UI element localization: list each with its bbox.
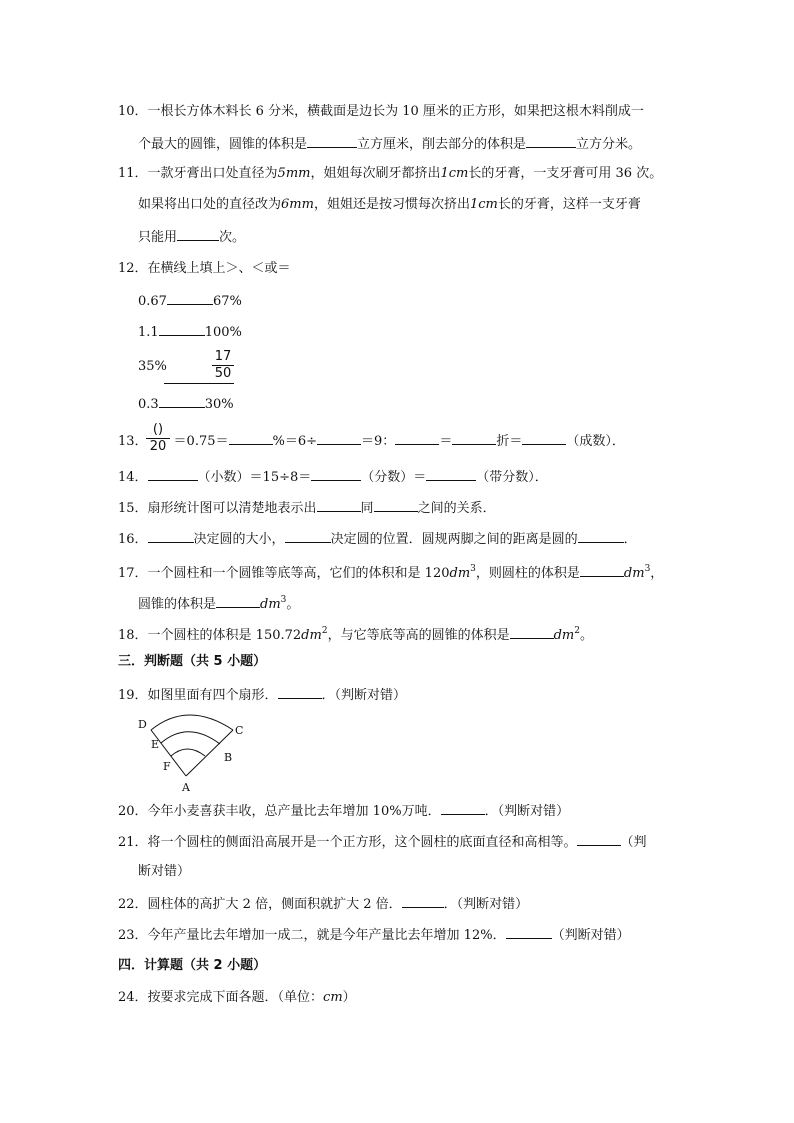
q12-row2 [138, 321, 242, 343]
q11-text-f: 长的牙膏，这样一支牙膏 [497, 197, 641, 212]
q14-text-b: （小数）＝15÷8＝ [197, 470, 312, 485]
q13-number: 13． [118, 434, 148, 449]
unit-dm: dm [260, 597, 281, 612]
answer-blank[interactable] [526, 133, 576, 148]
q10-text: 10．一根长方体木料长 6 分米，横截面是边长为 10 厘米的正方形，如果把这根木料削成一 [118, 104, 644, 119]
q15-line [118, 497, 496, 519]
q17-text-c: ， [650, 566, 664, 581]
q17-line2 [138, 590, 299, 615]
answer-blank[interactable] [164, 383, 234, 384]
fraction-numerator: 17 [214, 349, 232, 364]
q11-line2 [138, 195, 641, 215]
q11-line3 [138, 226, 245, 248]
unit-exponent: 3 [280, 595, 287, 605]
q17-text-e: 。 [286, 597, 300, 612]
fraction-numerator[interactable]: () [152, 422, 164, 437]
answer-blank[interactable] [278, 684, 322, 699]
q17-text-d: 圆锥的体积是 [138, 597, 217, 612]
unit-dm: dm [553, 628, 575, 643]
q20-text-b: ．（判断对错） [484, 804, 570, 819]
q10-line1 [118, 102, 644, 122]
section-heading-calculation [118, 956, 266, 976]
q10-text-c: 立方分米。 [576, 137, 642, 152]
q13-line [118, 430, 625, 452]
answer-blank[interactable] [177, 226, 219, 241]
q14-number: 14． [118, 470, 148, 485]
q23-line [118, 924, 630, 946]
answer-blank[interactable] [148, 466, 198, 481]
q10-text-b: 立方厘米，削去部分的体积是 [357, 137, 527, 152]
answer-blank[interactable] [307, 133, 357, 148]
unit-dm: dm [623, 566, 645, 581]
q19-text-a: 19．如图里面有四个扇形． [118, 688, 278, 703]
answer-blank[interactable] [148, 528, 194, 543]
arc-middle [161, 732, 220, 744]
q12-left: 0.67 [138, 294, 167, 309]
point-label-a: A [182, 781, 190, 794]
answer-blank[interactable] [522, 430, 566, 445]
q13-text-c: ＝9： [361, 434, 396, 449]
unit-exponent: 2 [574, 626, 580, 636]
q13-text-f: （成数）． [566, 434, 625, 449]
answer-blank[interactable] [580, 562, 624, 577]
q18-line [118, 621, 593, 646]
point-label-d: D [138, 718, 147, 731]
point-label-f: F [163, 760, 171, 773]
unit-cm: cm [323, 990, 343, 1005]
q21-line2 [138, 862, 190, 882]
q18-text-c: 。 [579, 628, 593, 643]
answer-blank[interactable] [317, 430, 361, 445]
q16-line [118, 528, 637, 550]
q12-right: 30% [204, 397, 234, 412]
fraction-blank-20 [146, 422, 170, 455]
q21-line1 [118, 831, 647, 853]
point-label-e: E [151, 738, 160, 751]
fraction-denominator: 20 [149, 439, 167, 454]
q12-title [118, 259, 291, 279]
unit-exponent: 2 [321, 626, 328, 636]
q15-text-a: 15．扇形统计图可以清楚地表示出 [118, 501, 317, 516]
q18-text-a: 18．一个圆柱的体积是 150.72 [118, 628, 302, 643]
answer-blank[interactable] [402, 893, 444, 908]
q20-line [118, 800, 569, 822]
q16-text-b: 决定圆的大小， [193, 532, 285, 547]
q21-text-a: 21．将一个圆柱的侧面沿高展开是一个正方形，这个圆柱的底面直径和高相等。 [118, 835, 577, 850]
fraction-17-50 [212, 349, 234, 382]
sector-diagram [132, 710, 252, 796]
unit-mm: 6mm [281, 197, 314, 212]
q22-line [118, 893, 528, 915]
q11-text-d: 如果将出口处的直径改为 [138, 197, 282, 212]
answer-blank[interactable] [441, 800, 485, 815]
unit-exponent: 3 [644, 564, 651, 574]
answer-blank[interactable] [229, 430, 273, 445]
q11-text-e: ，姐姐还是按习惯每次挤出 [313, 197, 470, 212]
q24-line [118, 988, 356, 1008]
answer-blank[interactable] [577, 831, 621, 846]
q12-left: 1.1 [138, 325, 159, 340]
q16-text-c: 决定圆的位置．圆规两脚之间的距离是圆的 [330, 532, 578, 547]
q24-text-b: ） [342, 990, 356, 1005]
q23-text-b: （判断对错） [551, 928, 630, 943]
answer-blank[interactable] [216, 593, 260, 608]
q12-row1 [138, 290, 242, 312]
q19-line [118, 684, 406, 706]
q20-text-a: 20．今年小麦喜获丰收，总产量比去年增加 10%万吨． [118, 804, 441, 819]
answer-blank[interactable] [395, 430, 439, 445]
answer-blank[interactable] [159, 393, 205, 408]
answer-blank[interactable] [311, 466, 361, 481]
answer-blank[interactable] [285, 528, 331, 543]
q12-left: 35% [138, 359, 167, 374]
q10-line2 [138, 133, 641, 155]
q12-left: 0.3 [138, 397, 159, 412]
answer-blank[interactable] [506, 924, 552, 939]
q14-text-c: （分数）＝ [361, 470, 427, 485]
q11-text-h: 次。 [219, 230, 246, 245]
q11-text-c: 长的牙膏，一支牙膏可用 36 次。 [468, 166, 663, 181]
q12-right: 67% [212, 294, 242, 309]
point-label-c: C [235, 724, 244, 737]
q14-line [118, 466, 548, 488]
q17-text-b: ，则圆柱的体积是 [475, 566, 580, 581]
q16-number: 16． [118, 532, 148, 547]
q11-line1 [118, 164, 662, 184]
q13-text-a: ＝0.75＝ [173, 434, 229, 449]
q24-text-a: 24．按要求完成下面各题．（单位： [118, 990, 324, 1005]
q11-text-g: 只能用 [138, 230, 178, 245]
q22-text-b: ．（判断对错） [443, 897, 529, 912]
q21-text-b: （判 [620, 835, 647, 850]
q22-text-a: 22．圆柱体的高扩大 2 倍，侧面积就扩大 2 倍． [118, 897, 402, 912]
unit-dm: dm [449, 566, 471, 581]
arc-inner [171, 749, 205, 756]
section-heading-text: 四．计算题（共 2 小题） [118, 958, 267, 973]
q10-text-a: 个最大的圆锥，圆锥的体积是 [138, 137, 308, 152]
point-label-b: B [224, 751, 233, 764]
q11-text-a: 11．一款牙膏出口处直径为 [118, 166, 278, 181]
q13-text-d: ＝ [439, 434, 453, 449]
fraction-denominator: 50 [214, 366, 232, 381]
q12-row4 [138, 393, 234, 415]
unit-mm: 5mm [277, 166, 311, 181]
q14-text-d: （带分数）． [476, 470, 548, 485]
q15-text-b: 同 [360, 501, 374, 516]
q13-text-b: %＝6÷ [272, 434, 318, 449]
q17-line1 [118, 559, 663, 584]
answer-blank[interactable] [426, 466, 476, 481]
q12-row3 [138, 357, 167, 377]
unit-cm: 1cm [440, 166, 469, 181]
q23-text-a: 23．今年产量比去年增加一成二，就是今年产量比去年增加 12%． [118, 928, 506, 943]
q18-text-b: ，与它等底等高的圆锥的体积是 [327, 628, 510, 643]
q13-text-e: 折＝ [496, 434, 523, 449]
q15-text-c: 之间的关系． [417, 501, 496, 516]
q19-text-b: ．（判断对错） [321, 688, 407, 703]
section-heading-judgement [118, 652, 266, 672]
q12-right: 100% [204, 325, 242, 340]
answer-blank[interactable] [510, 624, 554, 639]
section-heading-text: 三．判断题（共 5 小题） [118, 654, 267, 669]
answer-blank[interactable] [317, 497, 361, 512]
q16-text-d: ． [623, 532, 637, 547]
arc-outer [151, 715, 233, 730]
answer-blank[interactable] [167, 290, 213, 305]
q12-title-text: 12．在横线上填上＞、＜或＝ [118, 261, 291, 276]
unit-dm: dm [301, 628, 322, 643]
answer-blank[interactable] [374, 497, 418, 512]
answer-blank[interactable] [159, 321, 205, 336]
unit-cm: 1cm [469, 197, 498, 212]
unit-exponent: 3 [470, 564, 476, 574]
answer-blank[interactable] [578, 528, 624, 543]
q11-text-b: ，姐姐每次刷牙都挤出 [310, 166, 441, 181]
q21-text-c: 断对错） [138, 864, 191, 879]
q17-text-a: 17．一个圆柱和一个圆锥等底等高，它们的体积和是 120 [118, 566, 450, 581]
answer-blank[interactable] [452, 430, 496, 445]
